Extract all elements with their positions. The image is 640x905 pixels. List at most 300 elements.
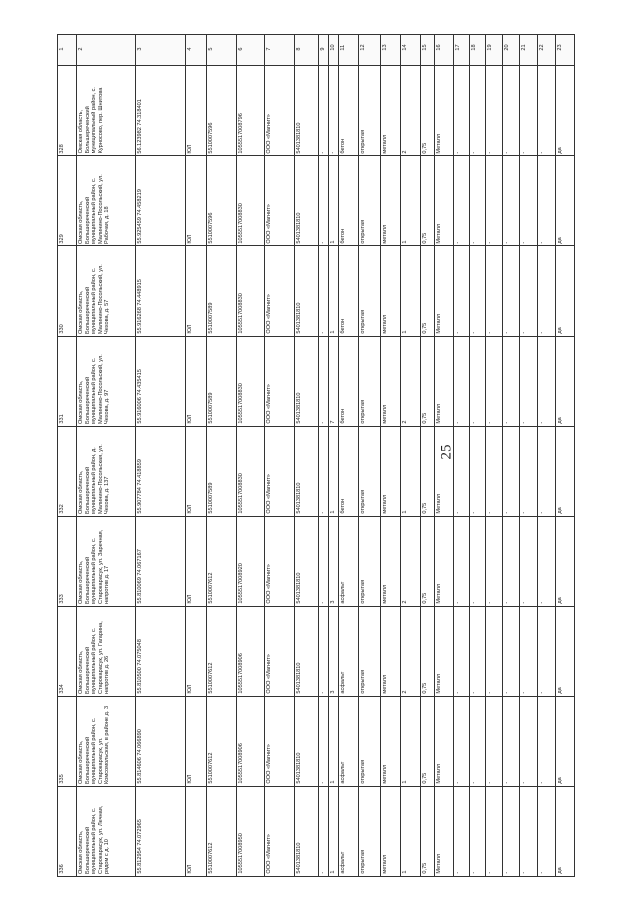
table-cell-text: 1055517008830 <box>238 293 244 334</box>
table-cell <box>486 606 503 696</box>
table-cell <box>339 606 359 696</box>
table-cell-text: ООО «Магнит» <box>266 204 272 244</box>
table-cell-text: 335 <box>59 774 65 784</box>
column-header-text: 4 <box>187 47 193 51</box>
table-cell-text: - <box>521 781 527 784</box>
table-cell-text: 2 <box>402 150 408 154</box>
table-cell <box>77 336 136 426</box>
table-cell <box>77 786 136 876</box>
table-cell <box>339 516 359 606</box>
table-cell-text: - <box>320 872 326 874</box>
table-cell-text: - <box>320 241 326 244</box>
table-cell-text: - <box>504 421 510 424</box>
table-cell-text: 5401381810 <box>296 482 302 514</box>
column-header-text: 21 <box>521 43 527 51</box>
table-cell-text: ЮЛ <box>187 324 193 334</box>
table-cell <box>486 696 503 786</box>
table-cell <box>186 606 207 696</box>
table-cell <box>186 786 207 876</box>
table-cell <box>538 246 556 336</box>
table-cell <box>265 606 295 696</box>
table-cell-text: 55.916006 74.435415 <box>137 369 143 424</box>
table-cell <box>538 786 556 876</box>
table-row <box>58 336 575 426</box>
table-cell-text: 1 <box>402 870 408 874</box>
table-cell-text: - <box>504 601 510 604</box>
table-cell <box>556 156 575 246</box>
table-cell <box>136 606 186 696</box>
table-cell <box>381 426 401 516</box>
table-cell <box>454 786 470 876</box>
table-cell <box>265 66 295 156</box>
table-cell-text: 0,75 <box>422 772 428 784</box>
table-cell <box>339 786 359 876</box>
table-cell-text: - <box>320 691 326 694</box>
table-cell <box>381 336 401 426</box>
table-cell-text: 5401381810 <box>296 302 302 334</box>
table-cell <box>503 426 520 516</box>
table-cell-text: 56.123982 74.318401 <box>137 98 143 154</box>
table-cell-text: да <box>557 237 563 244</box>
table-cell <box>401 696 421 786</box>
table-cell <box>77 426 136 516</box>
table-cell-text: металл <box>382 224 388 244</box>
table-cell <box>186 336 207 426</box>
table-cell <box>454 426 470 516</box>
table-cell-text: металл <box>382 855 388 874</box>
column-header <box>339 35 359 66</box>
table-cell-text: - <box>487 601 493 604</box>
table-cell-text: открытая <box>360 579 366 604</box>
table-cell <box>136 66 186 156</box>
table-cell-text: - <box>487 872 493 874</box>
table-cell-text: - <box>471 601 477 604</box>
table-cell-text: Металл <box>436 764 442 784</box>
table-cell-text: - <box>521 691 527 694</box>
column-header-text: 18 <box>471 43 477 51</box>
table-cell-text: Омская область, Большереченский муниципальный район, с. Старокарасук, ул. Комсомольская, в районе д. 3 <box>78 705 111 784</box>
table-cell <box>359 696 381 786</box>
table-cell <box>486 246 503 336</box>
table-cell-text: 1055517008950 <box>238 833 244 874</box>
table-cell-text: ЮЛ <box>187 144 193 154</box>
table-cell <box>454 696 470 786</box>
table-cell-text: 55.812954 74.072965 <box>137 819 143 874</box>
table-cell <box>329 426 339 516</box>
table-cell <box>265 516 295 606</box>
column-header <box>401 35 421 66</box>
column-header <box>136 35 186 66</box>
table-cell <box>207 246 237 336</box>
table-cell <box>237 606 265 696</box>
table-cell <box>295 336 319 426</box>
table-cell <box>470 516 486 606</box>
table-cell <box>77 696 136 786</box>
table-cell-text: ООО «Магнит» <box>266 744 272 784</box>
column-header <box>359 35 381 66</box>
table-cell-text: металл <box>382 674 388 694</box>
table-cell <box>503 66 520 156</box>
table-cell <box>454 516 470 606</box>
column-header-text: 6 <box>238 47 244 51</box>
table-cell-text: 1055517008830 <box>238 383 244 424</box>
table-cell <box>295 606 319 696</box>
table-cell-text: 5510007596 <box>208 212 214 244</box>
table-cell <box>503 786 520 876</box>
table-cell-text: - <box>455 872 461 874</box>
table-cell-text: - <box>504 331 510 334</box>
table-cell <box>237 336 265 426</box>
column-header <box>295 35 319 66</box>
table-cell-text: - <box>455 241 461 244</box>
table-cell <box>470 426 486 516</box>
table-cell <box>329 606 339 696</box>
table-cell-text: ЮЛ <box>187 594 193 604</box>
table-cell <box>207 66 237 156</box>
table-cell-text: ЮЛ <box>187 774 193 784</box>
table-cell-text: бетон <box>340 228 346 244</box>
table-cell-text: да <box>557 147 563 154</box>
table-cell-text: - <box>487 691 493 694</box>
table-cell-text: - <box>504 872 510 874</box>
table-cell <box>295 516 319 606</box>
table-cell-text: - <box>539 691 545 694</box>
table-cell <box>207 156 237 246</box>
table-cell-text: Омская область, Большереченский муниципальный район, с. Малинино-Посольский, ул. Чехова, д. 97 <box>78 352 111 424</box>
column-header-text: 3 <box>137 47 143 51</box>
table-cell-text: 5510007589 <box>208 302 214 334</box>
table-cell-text: 5401381810 <box>296 662 302 694</box>
table-cell <box>503 246 520 336</box>
table-cell-text: 0,75 <box>422 502 428 514</box>
table-cell-text: - <box>471 781 477 784</box>
table-cell <box>421 786 435 876</box>
table-cell <box>421 606 435 696</box>
table-cell <box>319 606 329 696</box>
column-header-text: 23 <box>557 43 563 51</box>
table-cell <box>295 66 319 156</box>
table-cell <box>77 516 136 606</box>
table-cell-text: 3 <box>330 600 336 604</box>
column-header <box>207 35 237 66</box>
table-cell-text: 55.925459 74.458219 <box>137 189 143 244</box>
table-cell-text: - <box>539 241 545 244</box>
table-cell-text: - <box>455 691 461 694</box>
table-cell-text: ООО «Магнит» <box>266 654 272 694</box>
column-header <box>556 35 575 66</box>
table-cell-text: 0,75 <box>422 322 428 334</box>
table-cell <box>435 696 454 786</box>
table-cell <box>237 66 265 156</box>
table-cell-text: - <box>539 151 545 154</box>
table-cell-text: 55.814606 74.066890 <box>137 729 143 784</box>
table-cell-text: 1 <box>330 870 336 874</box>
table-cell <box>186 696 207 786</box>
table-cell-text: Омская область, Большереченский муниципальный район, с. Малинино-Посольский, ул. Рабочая, д. 18 <box>78 172 111 244</box>
column-header <box>520 35 538 66</box>
table-cell-text: - <box>320 421 326 424</box>
table-cell-text: металл <box>382 134 388 154</box>
table-cell-text: 55.916268 74.448915 <box>137 279 143 334</box>
table-cell-text: 5510007612 <box>208 752 214 784</box>
table-cell <box>58 336 77 426</box>
table-cell-text: 5510007596 <box>208 122 214 154</box>
table-cell <box>58 606 77 696</box>
table-cell <box>556 696 575 786</box>
table-cell-text: 1 <box>330 330 336 334</box>
table-cell-text: - <box>504 781 510 784</box>
table-cell <box>295 156 319 246</box>
table-cell <box>381 246 401 336</box>
table-cell <box>470 606 486 696</box>
column-header <box>435 35 454 66</box>
table-cell <box>486 336 503 426</box>
column-header <box>319 35 329 66</box>
table-cell-text: бетон <box>340 498 346 514</box>
table-cell-text: да <box>557 777 563 784</box>
table-cell-text: - <box>487 331 493 334</box>
column-header-text: 11 <box>340 44 346 51</box>
table-cell-text: открытая <box>360 760 366 784</box>
column-header-text: 8 <box>296 47 302 51</box>
table-cell <box>265 696 295 786</box>
table-cell <box>435 786 454 876</box>
table-cell <box>503 606 520 696</box>
table-cell-text: - <box>521 241 527 244</box>
table-cell-text: - <box>471 331 477 334</box>
table-cell-text: - <box>487 781 493 784</box>
table-cell <box>520 606 538 696</box>
table-cell <box>136 156 186 246</box>
table-cell-text: 5510007612 <box>208 842 214 874</box>
table-cell <box>329 246 339 336</box>
table-cell <box>319 426 329 516</box>
header-row <box>58 35 575 66</box>
table-cell <box>329 516 339 606</box>
table-cell <box>339 66 359 156</box>
table-cell-text: 1055517008920 <box>238 563 244 604</box>
table-cell-text: - <box>539 601 545 604</box>
table-cell-text: асфальт <box>340 671 346 694</box>
table-row <box>58 606 575 696</box>
table-cell-text: 5510007589 <box>208 482 214 514</box>
table-cell-text: - <box>521 421 527 424</box>
table-cell-text: 5510007589 <box>208 392 214 424</box>
table-cell <box>77 66 136 156</box>
table-cell-text: - <box>455 331 461 334</box>
table-cell-text: ЮЛ <box>187 864 193 874</box>
column-header-text: 5 <box>208 47 214 51</box>
column-header <box>329 35 339 66</box>
table-cell <box>486 786 503 876</box>
table-cell <box>237 786 265 876</box>
table-cell <box>486 156 503 246</box>
table-cell-text: 0,75 <box>422 863 428 874</box>
table-cell <box>454 336 470 426</box>
table-cell <box>295 246 319 336</box>
table-cell <box>470 66 486 156</box>
table-cell-text: Омская область, Большереченский муниципальный район, с. Старокарасук, ул. Гагарина, напротив д. 26 <box>78 619 111 694</box>
column-header-text: 2 <box>78 47 84 51</box>
table-cell <box>186 426 207 516</box>
table-cell <box>556 66 575 156</box>
table-cell-text: 5510007612 <box>208 572 214 604</box>
table-cell-text: бетон <box>340 408 346 424</box>
column-header-text: 15 <box>422 43 428 51</box>
table-cell-text: - <box>487 241 493 244</box>
table-cell <box>295 426 319 516</box>
table-cell-text: 5401381810 <box>296 212 302 244</box>
table-cell-text: Металл <box>436 313 442 334</box>
table-cell <box>401 156 421 246</box>
table-cell-text: - <box>539 331 545 334</box>
table-cell-text: 2 <box>402 420 408 424</box>
table-cell-text: - <box>487 151 493 154</box>
table-cell <box>329 156 339 246</box>
table-cell-text: да <box>557 507 563 514</box>
table-cell <box>421 246 435 336</box>
table-cell-text: асфальт <box>340 581 346 604</box>
table-cell-text: ООО «Магнит» <box>266 294 272 334</box>
table-cell <box>319 516 329 606</box>
table-cell-text: - <box>521 511 527 514</box>
table-cell-text: 1055517008906 <box>238 653 244 694</box>
table-cell <box>207 336 237 426</box>
column-header <box>77 35 136 66</box>
column-header-text: 10 <box>330 43 336 51</box>
table-cell <box>359 66 381 156</box>
table-cell <box>237 516 265 606</box>
table-cell <box>136 426 186 516</box>
table-cell-text: 0,75 <box>422 592 428 604</box>
table-cell <box>58 786 77 876</box>
table-cell-text: 2 <box>402 690 408 694</box>
table-cell <box>435 426 454 516</box>
table-cell <box>265 336 295 426</box>
table-row <box>58 516 575 606</box>
table-cell-text: Металл <box>436 583 442 604</box>
table-cell-text: 0,75 <box>422 232 428 244</box>
table-cell-text: 5401381810 <box>296 752 302 784</box>
table-cell-text: ООО «Магнит» <box>266 113 272 154</box>
table-cell-text: открытая <box>360 309 366 334</box>
table-cell-text: металл <box>382 314 388 334</box>
table-cell-text: 5401381810 <box>296 122 302 154</box>
table-cell <box>538 156 556 246</box>
table-cell-text: Металл <box>436 223 442 244</box>
table-cell <box>295 786 319 876</box>
table-cell-text: 328 <box>59 144 65 154</box>
table-cell <box>77 246 136 336</box>
table-cell-text: - <box>539 872 545 874</box>
table-cell <box>454 156 470 246</box>
column-header-text: 13 <box>382 43 388 51</box>
table-cell-text: ЮЛ <box>187 414 193 424</box>
table-cell <box>186 66 207 156</box>
table-cell <box>58 156 77 246</box>
table-cell <box>556 246 575 336</box>
table-cell-text: 330 <box>59 324 65 334</box>
table-cell <box>520 516 538 606</box>
column-header <box>421 35 435 66</box>
table-cell <box>207 696 237 786</box>
column-header <box>381 35 401 66</box>
table-cell-text: - <box>471 872 477 874</box>
table-cell <box>339 156 359 246</box>
table-cell <box>520 696 538 786</box>
table-cell-text: 329 <box>59 234 65 244</box>
table-cell <box>319 786 329 876</box>
table-cell-text: 55.907784 74.418859 <box>137 459 143 514</box>
table-cell <box>359 426 381 516</box>
table-cell <box>556 516 575 606</box>
table-cell-text: 0,75 <box>422 142 428 154</box>
table-cell-text: - <box>471 511 477 514</box>
table-cell-text: открытая <box>360 129 366 154</box>
table-cell <box>381 156 401 246</box>
table-cell-text: 1 <box>402 240 408 244</box>
table-cell-text: Омская область, Большереченский муниципальный район, с. Старокарасук, ул. Заречная, напротив д. 17 <box>78 527 111 604</box>
table-cell-text: открытая <box>360 219 366 244</box>
table-cell-text: - <box>320 331 326 334</box>
table-cell <box>401 336 421 426</box>
table-cell-text: - <box>455 421 461 424</box>
table-cell-text: открытая <box>360 489 366 514</box>
table-cell-text: 333 <box>59 594 65 604</box>
table-cell-text: 334 <box>59 684 65 694</box>
table-cell <box>421 336 435 426</box>
table-cell-text: - <box>455 511 461 514</box>
table-cell-text: ООО «Магнит» <box>266 564 272 604</box>
table-cell <box>58 696 77 786</box>
table-cell <box>359 516 381 606</box>
table-cell <box>486 516 503 606</box>
table-cell <box>435 246 454 336</box>
table-cell <box>538 426 556 516</box>
table-cell <box>339 426 359 516</box>
table-cell <box>435 156 454 246</box>
table-cell <box>136 786 186 876</box>
table-cell <box>435 606 454 696</box>
table-cell <box>486 426 503 516</box>
table-cell <box>470 336 486 426</box>
table-cell <box>538 516 556 606</box>
table-cell-text: да <box>557 417 563 424</box>
column-header <box>486 35 503 66</box>
table-cell <box>237 156 265 246</box>
table-cell <box>359 786 381 876</box>
table-cell-text: Металл <box>436 854 442 874</box>
table-cell <box>401 66 421 156</box>
table-cell <box>486 66 503 156</box>
table-cell-text: 331 <box>59 414 65 424</box>
table-cell <box>381 516 401 606</box>
table-cell-text: Металл <box>436 133 442 154</box>
table-cell-text: - <box>504 691 510 694</box>
table-cell-text: 0,75 <box>422 682 428 694</box>
table-row <box>58 426 575 516</box>
table-cell-text: Металл <box>436 493 442 514</box>
table-cell-text: 1 <box>330 240 336 244</box>
table-cell <box>265 786 295 876</box>
table-cell-text: 1 <box>330 780 336 784</box>
table-cell-text: - <box>320 511 326 514</box>
table-cell-text: 1 <box>402 510 408 514</box>
table-cell-text: - <box>487 511 493 514</box>
table-cell <box>503 696 520 786</box>
table-cell-text: Омская область, Большереченский муниципальный район, д. Малинино-Посольская, ул. Чехова, д. 137 <box>78 442 111 514</box>
table-cell <box>319 246 329 336</box>
